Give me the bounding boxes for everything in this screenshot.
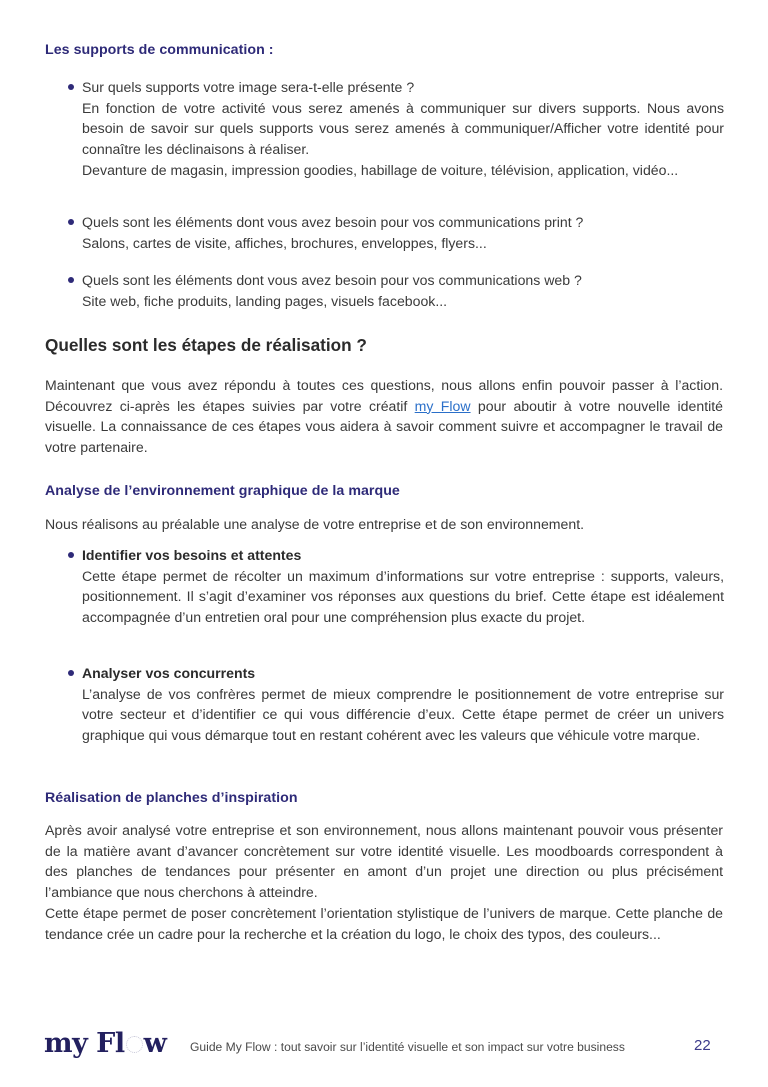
bullet-item-web — [82, 270, 724, 311]
logo-o-mark-icon — [126, 1036, 143, 1053]
bullet-body: Devanture de magasin, impression goodies, habillage de voiture, télévision, application, vidéo... — [82, 161, 679, 178]
bullet-body: Salons, cartes de visite, affiches, brochures, enveloppes, flyers... — [82, 234, 487, 251]
analyse-heading: Analyse de l’environnement graphique de la marque — [45, 483, 400, 499]
planches-paragraph-2: Cette étape permet de poser concrètement l’orientation stylistique de l’univers de marque. Cette planche de tendance crée un cadre pour la recherche et la création du logo, le choix des typos, des couleurs... — [45, 905, 723, 942]
bullet-item-concurrents — [82, 663, 724, 746]
page-number: 22 — [694, 1037, 711, 1054]
bullet-body: En fonction de votre activité vous serez amenés à communiquer sur divers supports. Nous avons besoin de savoir sur quels supports vous serez amenés à communiquer/Afficher votre identité pour connaître les déclinaisons à réaliser. — [82, 99, 724, 158]
bullet-question: Sur quels supports votre image sera-t-elle présente ? — [82, 79, 415, 95]
intro-text-before: Maintenant que vous avez répondu à toutes ces questions, nous allons enfin pouvoir passer à l’action. Découvrez ci-après les étapes suivies par votre créatif — [45, 377, 723, 414]
bullet-question: Quels sont les éléments dont vous avez besoin pour vos communications print ? — [82, 214, 584, 230]
bullet-title: Analyser vos concurrents — [82, 665, 256, 681]
planches-paragraph-1: Après avoir analysé votre entreprise et son environnement, nous allons maintenant pouvoir vous présenter de la matière avant d’avancer concrètement sur votre identité visuelle. Les moodboards correspondent à des planches de tendances pour présenter en amont d’un projet une direction ou plus précisément l’ambiance que nous cherchons à atteindre. — [45, 822, 723, 901]
intro-text-after: pour aboutir à votre nouvelle identité visuelle. La connaissance de ces étapes vous aidera à savoir comment suivre et accompagner le travail de votre partenaire. — [45, 397, 723, 456]
bullet-question: Quels sont les éléments dont vous avez besoin pour vos communications web ? — [82, 272, 582, 288]
my-flow-logo — [44, 1028, 166, 1059]
bullet-item-supports-presence — [82, 77, 724, 181]
bullet-title: Identifier vos besoins et attentes — [82, 547, 302, 563]
bullet-dot-icon — [68, 277, 74, 283]
bullet-item-besoins — [82, 545, 724, 628]
bullet-dot-icon — [68, 84, 74, 90]
analyse-intro: Nous réalisons au préalable une analyse de votre entreprise et de son environnement. — [45, 516, 585, 532]
page-footer — [0, 1025, 768, 1070]
bullet-item-print — [82, 212, 724, 253]
logo-text-part2: w — [143, 1028, 167, 1059]
bullet-dot-icon — [68, 670, 74, 676]
bullet-body: Cette étape permet de récolter un maximum d’informations sur votre entreprise : supports, valeurs, positionnement. Il s’agit d’examiner vos réponses aux questions du brief. Cette étape est idéalement accompagnée d’un entretien oral pour une compréhension plus exacte du projet. — [82, 567, 724, 626]
my-flow-link[interactable]: my Flow — [414, 397, 471, 414]
etapes-intro-paragraph — [45, 375, 723, 458]
bullet-body: L’analyse de vos confrères permet de mieux comprendre le positionnement de votre entreprise sur votre secteur et d’identifier ce qui vous différencie d’eux. Cette étape permet de créer un univers graphique qui vous démarque tout en restant cohérent avec les valeurs que véhicule votre marque. — [82, 685, 724, 744]
etapes-heading: Quelles sont les étapes de réalisation ? — [45, 335, 367, 355]
bullet-body: Site web, fiche produits, landing pages, visuels facebook... — [82, 292, 448, 309]
bullet-dot-icon — [68, 219, 74, 225]
bullet-dot-icon — [68, 552, 74, 558]
supports-heading: Les supports de communication : — [45, 42, 274, 58]
planches-heading: Réalisation de planches d’inspiration — [45, 790, 298, 806]
logo-text-part1: my Fl — [44, 1028, 125, 1059]
footer-guide-title: Guide My Flow : tout savoir sur l’identité visuelle et son impact sur votre business — [190, 1040, 625, 1054]
